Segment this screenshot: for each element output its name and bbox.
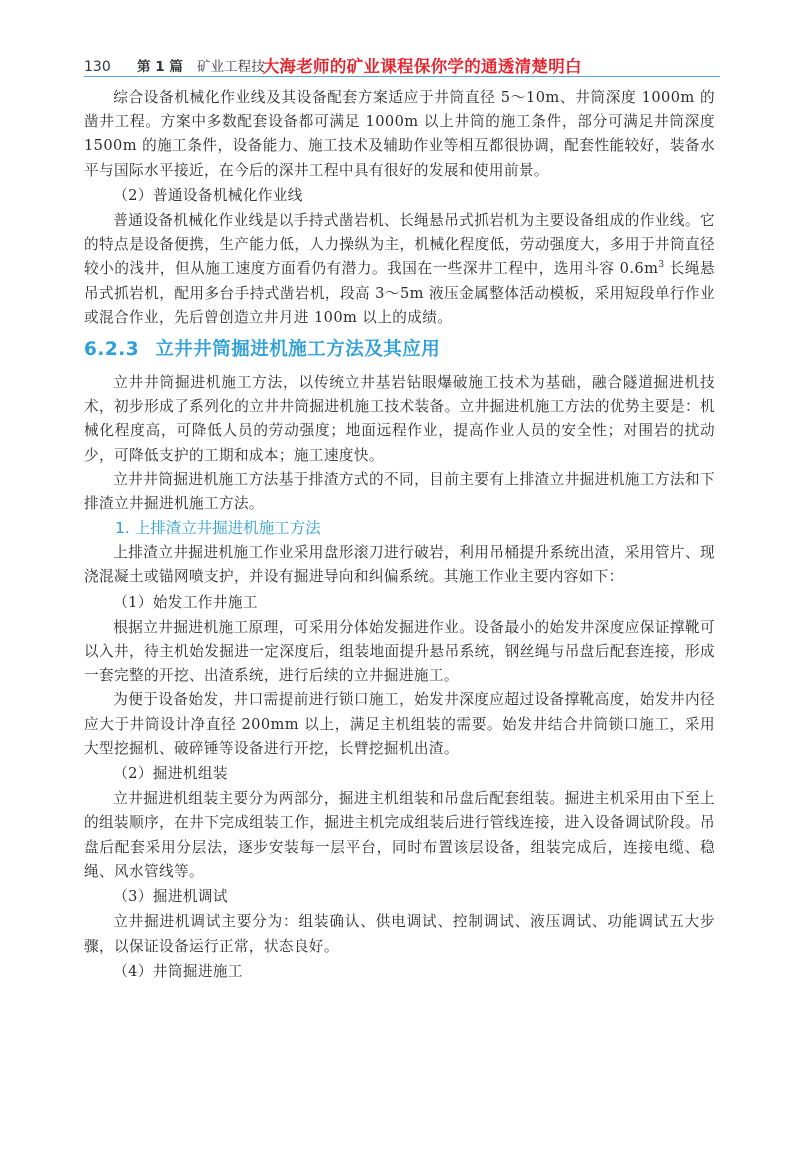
paragraph-text: 长绳悬吊式抓岩机，配用多台手持式凿岩机，段高 3～5m 液压金属整体活动模板，采用短段单行作业或混合作业，先后曾创造立井月进 100m 以上的成绩。 — [84, 260, 715, 326]
subheading: （2）普通设备机械化作业线 — [113, 186, 303, 204]
paragraph: 根据立井掘进机施工原理，可采用分体始发掘进作业。设备最小的始发井深度应保证撑靴可以入井，待主机始发掘进一定深度后，组装地面提升悬吊系统，钢丝绳与吊盘后配套连接，形成一套完整的开挖、出渣系统，进行后续的立井掘进施工。 — [84, 618, 715, 685]
paragraph-text: 普通设备机械化作业线是以手持式凿岩机、长绳悬吊式抓岩机为主要设备组成的作业线。它的特点是设备便携，生产能力低，人力操纵为主，机械化程度低，劳动强度大，多用于井筒直径较小的浅井，但从施工速度方面看仍有潜力。我国在一些深井工程中，选用斗容 0.6m — [84, 212, 715, 278]
paragraph: 综合设备机械化作业线及其设备配套方案适应于井筒直径 5～10m、井筒深度 1000m 的凿井工程。方案中多数配套设备都可满足 1000m 以上井筒的施工条件，部分可满足井筒深度 1500m 的施工条件，设备能力、施工技术及辅助作业等相互都很协调，配套性能较好，装备水平与国际水平接近，在今后的深井工程中具有很好的发展和使用前景。 — [84, 89, 715, 179]
subheading: （2）掘进机组装 — [113, 765, 228, 783]
subheading: （1）始发工作井施工 — [113, 593, 258, 611]
running-section-title: 矿业工程技 — [197, 59, 265, 75]
promo-watermark: 大海老师的矿业课程保你学的通透清楚明白 — [262, 57, 582, 76]
page-header — [84, 52, 724, 78]
section-title: 立井井筒掘进机施工方法及其应用 — [155, 339, 441, 361]
paragraph — [84, 209, 715, 330]
paragraph: 为便于设备始发，井口需提前进行锁口施工，始发井深度应超过设备撑靴高度，始发井内径应大于井筒设计净直径 200mm 以上，满足主机组装的需要。始发井结合井筒锁口施工，采用大型挖掘机、破碎锤等设备进行开挖，长臂挖掘机出渣。 — [84, 691, 715, 757]
paragraph: 立井井筒掘进机施工方法基于排渣方式的不同，目前主要有上排渣立井掘进机施工方法和下排渣立井掘进机施工方法。 — [84, 470, 715, 513]
superscript: 3 — [658, 260, 665, 271]
subsection-heading: 1. 上排渣立井掘进机施工方法 — [115, 519, 321, 538]
paragraph: 立井掘进机组装主要分为两部分，掘进主机组装和吊盘后配套组装。掘进主机采用由下至上的组装顺序，在井下完成组装工作，掘进主机完成组装后进行管线连接，进入设备调试阶段。吊盘后配套采用分层法，逐步安装每一层平台，同时布置该层设备，组装完成后，连接电缆、稳绳、风水管线等。 — [84, 790, 715, 880]
header-rule — [84, 76, 720, 77]
subheading: （3）掘进机调试 — [113, 888, 228, 906]
paragraph: 立井井筒掘进机施工方法，以传统立井基岩钻眼爆破施工技术为基础，融合隧道掘进机技术，初步形成了系列化的立井井筒掘进机施工技术装备。立井掘进机施工方法的优势主要是：机械化程度高，可降低人员的劳动强度；地面远程作业，提高作业人员的安全性；对围岩的扰动少，可降低支护的工期和成本；施工速度快。 — [84, 374, 715, 464]
section-number: 6.2.3 — [84, 339, 140, 361]
part-label: 第 1 篇 — [137, 59, 183, 75]
body-content — [84, 86, 715, 985]
subheading: （4）井筒掘进施工 — [113, 962, 243, 980]
page-number: 130 — [84, 59, 111, 75]
paragraph: 上排渣立井掘进机施工作业采用盘形滚刀进行破岩，利用吊桶提升系统出渣，采用管片、现浇混凝土或锚网喷支护，并设有掘进导向和纠偏系统。其施工作业主要内容如下： — [84, 544, 715, 586]
paragraph: 立井掘进机调试主要分为：组装确认、供电调试、控制调试、液压调试、功能调试五大步骤，以保证设备运行正常，状态良好。 — [84, 913, 715, 955]
section-heading — [84, 335, 715, 365]
